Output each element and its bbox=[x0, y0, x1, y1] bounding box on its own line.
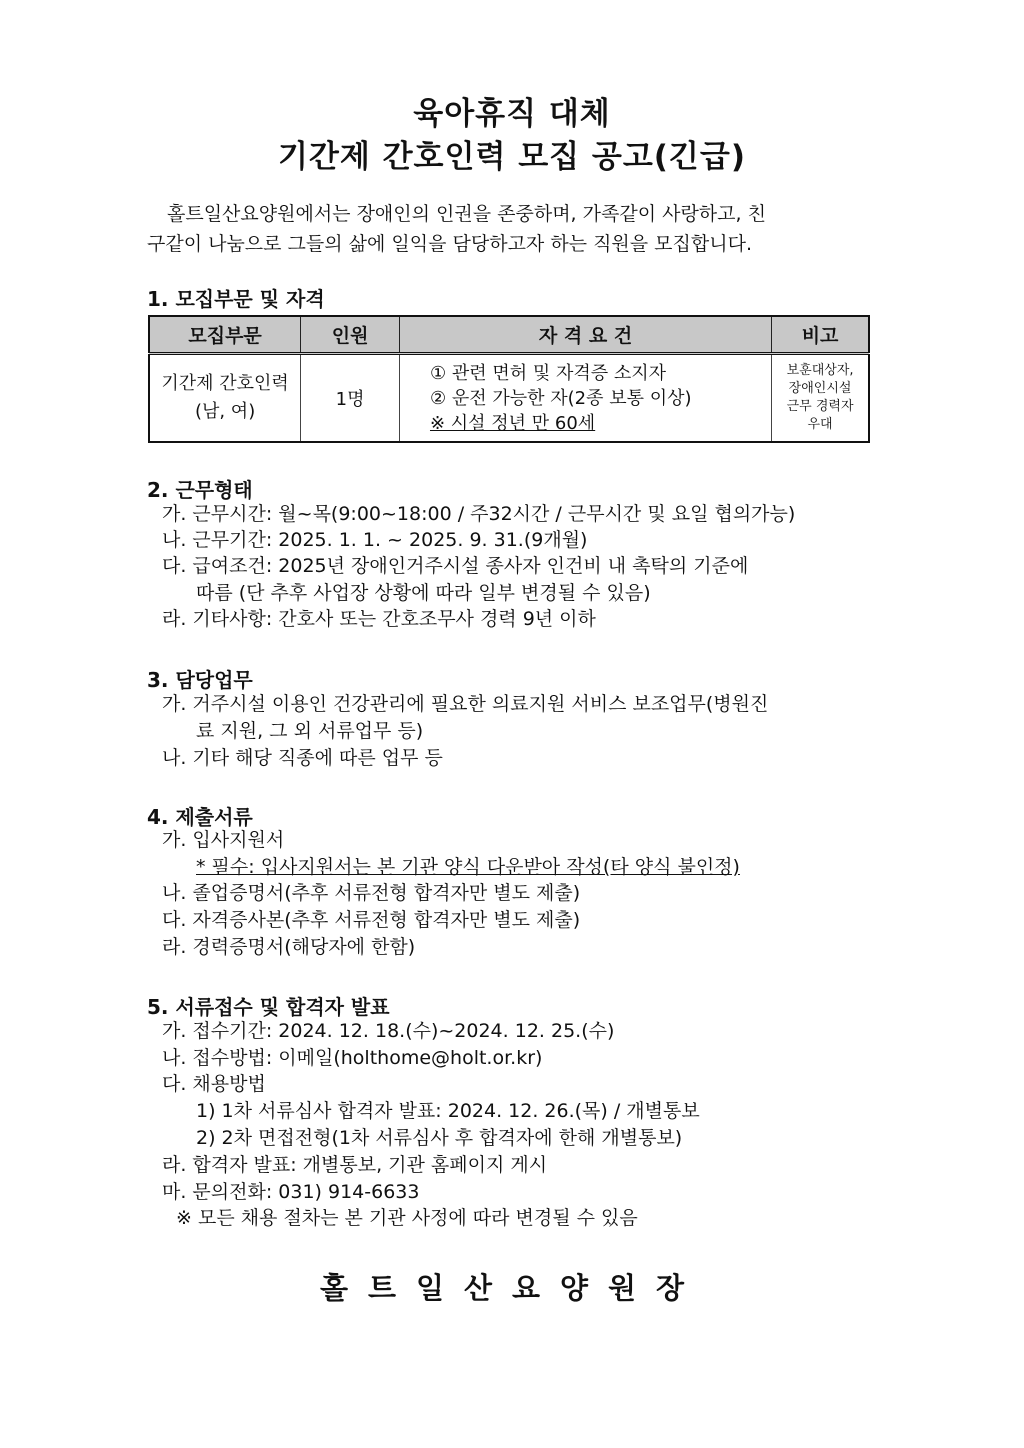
quals-cell bbox=[399, 354, 771, 443]
result-announcement: 라. 합격자 발표: 개별통보, 기관 홈페이지 게시 bbox=[162, 1154, 548, 1176]
hiring-step: 2) 2차 면접전형(1차 서류심사 후 합격자에 한해 개별통보) bbox=[196, 1127, 683, 1149]
table-header-count: 인원 bbox=[301, 316, 400, 354]
table-header-dept: 모집부문 bbox=[149, 316, 301, 354]
section3-heading: 3. 담당업무 bbox=[147, 668, 253, 692]
intro-text-line2: 구같이 나눔으로 그들의 삶에 일익을 담당하고자 하는 직원을 모집합니다. bbox=[147, 233, 752, 255]
intro-text-line1: 홀트일산요양원에서는 장애인의 인권을 존중하며, 가족같이 사랑하고, 친 bbox=[167, 203, 766, 225]
document-title-line1: 육아휴직 대체 bbox=[413, 96, 611, 132]
hiring-method: 다. 채용방법 bbox=[162, 1073, 266, 1095]
note-line: 근무 경력자 bbox=[786, 399, 854, 414]
issuer-signature: 홀트일산요양원장 bbox=[319, 1271, 705, 1305]
duty-item: 가. 거주시설 이용인 건강관리에 필요한 의료지원 서비스 보조업무(병원진 bbox=[162, 693, 769, 715]
required-note: * 필수: 입사지원서는 본 기관 양식 다운받아 작성(타 양식 불인정) bbox=[196, 856, 740, 878]
duty-item-cont: 료 지원, 그 외 서류업무 등) bbox=[196, 720, 424, 742]
document-item: 나. 졸업증명서(추후 서류전형 합격자만 별도 제출) bbox=[162, 882, 581, 904]
dept-cell bbox=[149, 354, 301, 443]
section4-heading: 4. 제출서류 bbox=[147, 805, 253, 829]
dept-line1: 기간제 간호인력 bbox=[161, 373, 289, 394]
application-method: 나. 접수방법: 이메일(holthome@holt.or.kr) bbox=[162, 1047, 543, 1069]
section2-heading: 2. 근무형태 bbox=[147, 478, 253, 502]
note-line: 장애인시설 bbox=[788, 381, 852, 396]
contact-phone: 마. 문의전화: 031) 914-6633 bbox=[162, 1181, 420, 1203]
document-title-line2: 기간제 간호인력 모집 공고(긴급) bbox=[277, 139, 746, 175]
salary-terms-cont: 따름 (단 추후 사업장 상황에 따라 일부 변경될 수 있음) bbox=[196, 582, 651, 604]
other-terms: 라. 기타사항: 간호사 또는 간호조무사 경력 9년 이하 bbox=[162, 608, 596, 630]
document-item: 라. 경력증명서(해당자에 한함) bbox=[162, 936, 416, 958]
count-cell: 1명 bbox=[301, 354, 400, 443]
work-period: 나. 근무기간: 2025. 1. 1. ~ 2025. 9. 31.(9개월) bbox=[162, 529, 588, 551]
application-period: 가. 접수기간: 2024. 12. 18.(수)~2024. 12. 25.(수) bbox=[162, 1020, 615, 1042]
qual-item: ① 관련 면허 및 자격증 소지자 bbox=[429, 362, 666, 384]
document-item: 다. 자격증사본(추후 서류전형 합격자만 별도 제출) bbox=[162, 909, 581, 931]
requirements-table bbox=[148, 315, 870, 443]
table-header-note: 비고 bbox=[772, 316, 869, 354]
section1-heading: 1. 모집부문 및 자격 bbox=[147, 287, 325, 311]
work-hours: 가. 근무시간: 월~목(9:00~18:00 / 주32시간 / 근무시간 및 요일 협의가능) bbox=[162, 503, 796, 525]
note-cell bbox=[772, 354, 869, 443]
table-header-quals: 자 격 요 건 bbox=[399, 316, 771, 354]
section5-heading: 5. 서류접수 및 합격자 발표 bbox=[147, 995, 390, 1019]
qual-item: ※ 시설 정년 만 60세 bbox=[429, 412, 596, 434]
qual-item: ② 운전 가능한 자(2종 보통 이상) bbox=[429, 387, 692, 409]
salary-terms: 다. 급여조건: 2025년 장애인거주시설 종사자 인건비 내 촉탁의 기준에 bbox=[162, 555, 749, 577]
table-row bbox=[149, 354, 869, 443]
dept-line2: (남, 여) bbox=[194, 401, 256, 422]
duty-item: 나. 기타 해당 직종에 따른 업무 등 bbox=[162, 747, 443, 769]
note-line: 보훈대상자, bbox=[786, 363, 854, 378]
document-item: 가. 입사지원서 bbox=[162, 829, 285, 851]
change-notice: ※ 모든 채용 절차는 본 기관 사정에 따라 변경될 수 있음 bbox=[176, 1207, 638, 1229]
hiring-step: 1) 1차 서류심사 합격자 발표: 2024. 12. 26.(목) / 개별통보 bbox=[196, 1100, 700, 1122]
note-line: 우대 bbox=[807, 417, 833, 432]
